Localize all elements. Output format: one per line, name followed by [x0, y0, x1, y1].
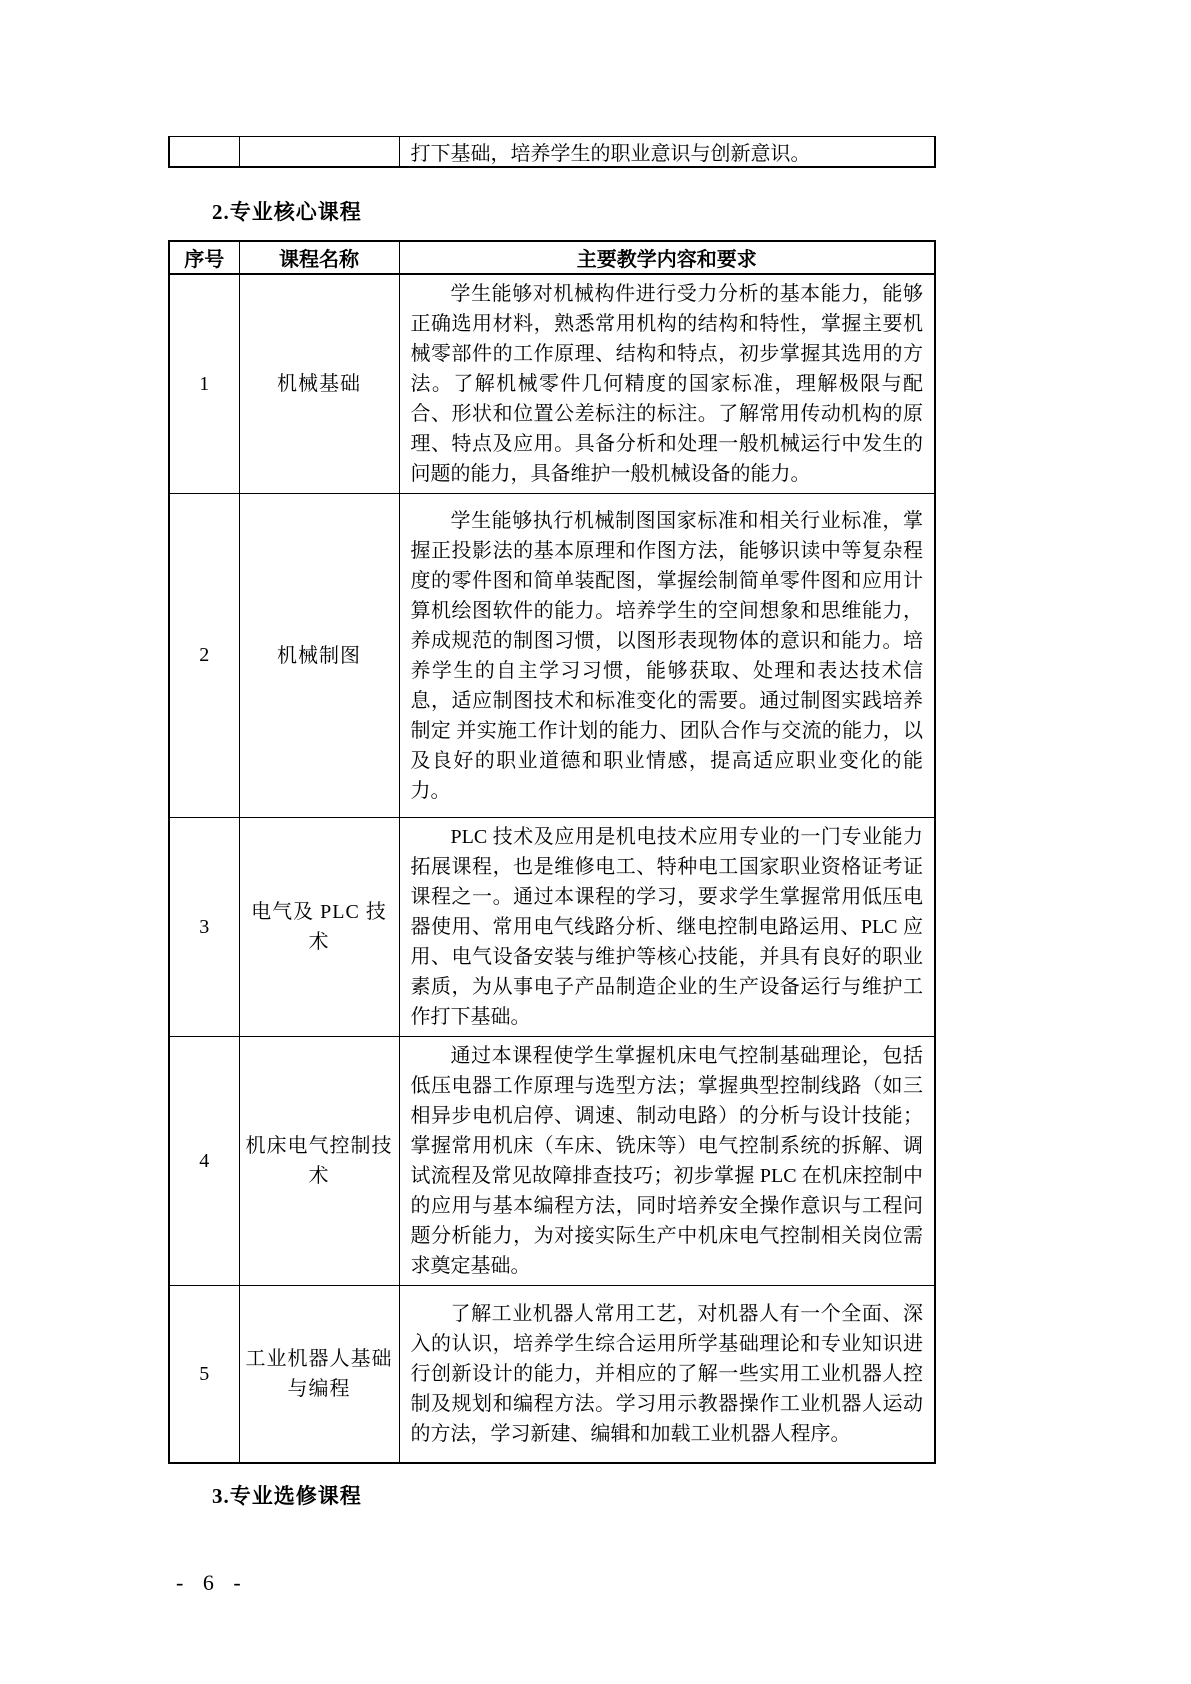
- previous-table-fragment: [168, 136, 936, 168]
- course-content-text: PLC 技术及应用是机电技术应用专业的一门专业能力拓展课程，也是维修电工、特种电工国家职业资格证考证课程之一。通过本课程的学习，要求学生掌握常用低压电器使用、常用电气线路分析、继电控制电路运用、PLC 应用、电气设备安装与维护等核心技能，并具有良好的职业素质，为从事电子产品制造企业的生产设备运行与维护工作打下基础。: [410, 826, 923, 1028]
- row-number: 2: [169, 494, 239, 818]
- row-number: 5: [169, 1286, 239, 1464]
- course-content-cell: [399, 818, 935, 1037]
- row-number: 3: [169, 818, 239, 1037]
- column-header-no: 序号: [169, 241, 239, 274]
- section-2-heading: 2.专业核心课程: [212, 200, 362, 224]
- column-header-course: 课程名称: [239, 241, 399, 274]
- table-row: [169, 818, 935, 1037]
- course-content-cell: [399, 494, 935, 818]
- table-row: [169, 1286, 935, 1464]
- frag-content-cell: 打下基础，培养学生的职业意识与创新意识。: [399, 137, 935, 168]
- course-name: 电气及 PLC 技术: [239, 818, 399, 1037]
- table-row: [169, 274, 935, 494]
- frag-course-cell: [239, 137, 399, 168]
- frag-no-cell: [169, 137, 239, 168]
- row-number: 4: [169, 1037, 239, 1286]
- table-row: [169, 1037, 935, 1286]
- course-content-text: 学生能够执行机械制图国家标准和相关行业标准，掌握正投影法的基本原理和作图方法，能够识读中等复杂程度的零件图和简单装配图，掌握绘制简单零件图和应用计算机绘图软件的能力。培养学生的空间想象和思维能力，养成规范的制图习惯，以图形表现物体的意识和能力。培养学生的自主学习习惯，能够获取、处理和表达技术信息，适应制图技术和标准变化的需要。通过制图实践培养制定 并实施工作计划的能力、团队合作与交流的能力，以及良好的职业道德和职业情感，提高适应职业变化的能力。: [410, 509, 923, 802]
- course-content-text: 学生能够对机械构件进行受力分析的基本能力，能够正确选用材料，熟悉常用机构的结构和特性，掌握主要机械零部件的工作原理、结构和特点，初步掌握其选用的方法。了解机械零件几何精度的国家标准，理解极限与配合、形状和位置公差标注的标注。了解常用传动机构的原理、特点及应用。具备分析和处理一般机械运行中发生的问题的能力，具备维护一般机械设备的能力。: [410, 283, 923, 485]
- course-content-cell: [399, 1037, 935, 1286]
- table-header-row: [169, 241, 935, 274]
- course-content-cell: [399, 274, 935, 494]
- course-content-cell: [399, 1286, 935, 1464]
- course-name: 机床电气控制技术: [239, 1037, 399, 1286]
- column-header-content: 主要教学内容和要求: [399, 241, 935, 274]
- core-courses-table: [168, 240, 936, 1464]
- table-row: [169, 494, 935, 818]
- course-content-text: 通过本课程使学生掌握机床电气控制基础理论，包括低压电器工作原理与选型方法；掌握典型控制线路（如三相异步电机启停、调速、制动电路）的分析与设计技能；掌握常用机床（车床、铣床等）电气控制系统的拆解、调试流程及常见故障排查技巧；初步掌握 PLC 在机床控制中的应用与基本编程方法，同时培养安全操作意识与工程问题分析能力，为对接实际生产中机床电气控制相关岗位需求奠定基础。: [410, 1045, 923, 1277]
- course-name: 工业机器人基础与编程: [239, 1286, 399, 1464]
- course-name: 机械制图: [239, 494, 399, 818]
- table-row: [169, 137, 935, 168]
- section-3-heading: 3.专业选修课程: [212, 1484, 362, 1508]
- row-number: 1: [169, 274, 239, 494]
- page-number: - 6 -: [176, 1570, 248, 1595]
- course-name: 机械基础: [239, 274, 399, 494]
- course-content-text: 了解工业机器人常用工艺，对机器人有一个全面、深入的认识，培养学生综合运用所学基础理论和专业知识进行创新设计的能力，并相应的了解一些实用工业机器人控制及规划和编程方法。学习用示教器操作工业机器人运动的方法，学习新建、编辑和加载工业机器人程序。: [410, 1303, 923, 1445]
